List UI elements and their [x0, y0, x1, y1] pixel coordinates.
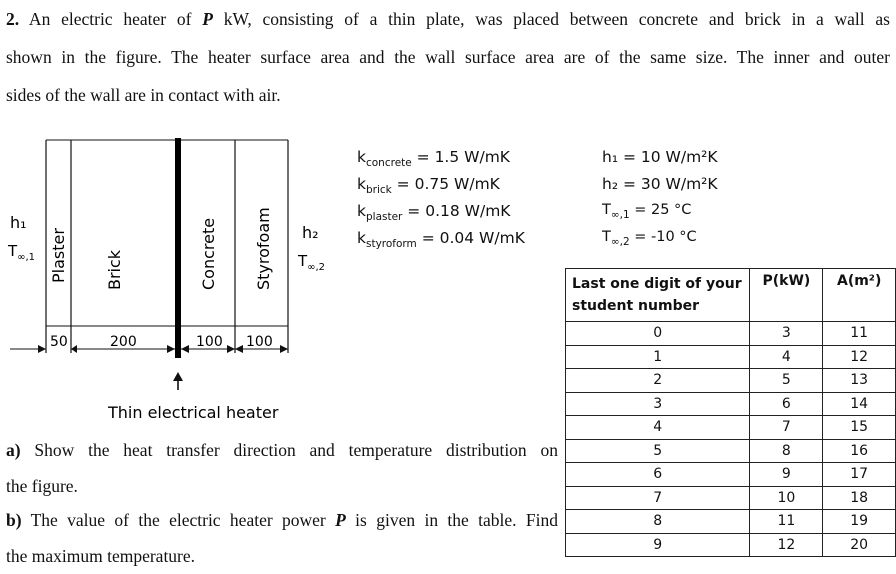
cell-power: 7	[750, 416, 823, 440]
cell-power: 10	[750, 486, 823, 510]
problem-number: 2.	[6, 9, 20, 29]
cell-area: 11	[823, 322, 896, 346]
cell-area: 15	[823, 416, 896, 440]
cell-area: 18	[823, 486, 896, 510]
right-h-label: h₂	[302, 223, 319, 242]
cell-power: 9	[750, 463, 823, 487]
question-b-line-2: the maximum temperature.	[6, 546, 196, 566]
heater-plate	[175, 138, 181, 358]
question-a-text-1: Show the heat transfer direction and temperature distribution on	[20, 440, 558, 460]
k-concrete: $k_{concrete} = 1.5$ W/mK	[357, 148, 510, 170]
k-brick: $k_{brick} = 0.75$ W/mK	[357, 175, 500, 197]
heater-pointer-arrowhead	[173, 372, 183, 381]
cell-area: 16	[823, 439, 896, 463]
table-row	[566, 345, 896, 369]
k-plaster: $k_{plaster} = 0.18$ W/mK	[357, 202, 511, 224]
dimension-arrow-brick-right	[167, 345, 175, 353]
k-styrofoam: $k_{styroform} = 0.04$ W/mK	[357, 229, 525, 251]
left-T-label: $T_{\infty,1}$	[8, 242, 36, 263]
dimension-plaster: 50	[50, 334, 68, 350]
cell-digit: 6	[566, 463, 750, 487]
table-row	[566, 416, 896, 440]
cell-digit: 5	[566, 439, 750, 463]
question-a	[6, 432, 558, 504]
question-b-line-1	[6, 502, 558, 538]
layer-label-brick: Brick	[105, 249, 124, 290]
statement-text-1a: An electric heater of	[19, 9, 203, 29]
cell-area: 14	[823, 392, 896, 416]
cell-area: 19	[823, 510, 896, 534]
cell-digit: 4	[566, 416, 750, 440]
question-b	[6, 502, 558, 574]
table-row	[566, 369, 896, 393]
statement-line-3: sides of the wall are in contact with air.	[6, 85, 281, 105]
cell-digit: 9	[566, 533, 750, 557]
header-area: A(m²)	[823, 269, 896, 322]
T2-value: $T_{\infty,2} = -10$ °C	[602, 229, 697, 248]
cell-power: 3	[750, 322, 823, 346]
question-b-text-1b: is given in the table. Find	[345, 510, 558, 530]
question-a-line-1	[6, 432, 558, 468]
table-row	[566, 486, 896, 510]
table-row	[566, 392, 896, 416]
cell-power: 6	[750, 392, 823, 416]
table-row	[566, 463, 896, 487]
dimension-arrow-concrete-right	[227, 345, 235, 353]
statement-line-2: shown in the figure. The heater surface area and the wall surface area are of the same size. The inner and outer	[6, 47, 890, 67]
header-power: P(kW)	[750, 269, 823, 322]
power-variable: P	[202, 9, 213, 29]
cell-power: 5	[750, 369, 823, 393]
cell-digit: 0	[566, 322, 750, 346]
dimension-concrete: 100	[196, 334, 223, 350]
header-student-digit: Last one digit of your student number	[566, 269, 750, 322]
cell-area: 12	[823, 345, 896, 369]
cell-power: 11	[750, 510, 823, 534]
problem-statement	[6, 0, 890, 114]
statement-text-1b: kW, consisting of a thin plate, was placed between concrete and brick in a wall as	[212, 9, 890, 29]
table-row	[566, 510, 896, 534]
dimension-arrow-styrofoam-right	[280, 345, 288, 353]
power-area-table	[565, 268, 896, 557]
statement-line-1	[6, 0, 890, 38]
T1-value: $T_{\infty,1} = 25$ °C	[602, 202, 692, 221]
table-row	[566, 322, 896, 346]
cell-digit: 8	[566, 510, 750, 534]
wall-figure	[0, 128, 560, 428]
left-h-label: h₁	[10, 213, 27, 232]
cell-area: 20	[823, 533, 896, 557]
cell-power: 4	[750, 345, 823, 369]
cell-digit: 1	[566, 345, 750, 369]
question-b-label: b)	[6, 510, 22, 530]
table-row	[566, 533, 896, 557]
question-b-text-1a: The value of the electric heater power	[21, 510, 336, 530]
cell-power: 12	[750, 533, 823, 557]
layer-label-plaster: Plaster	[49, 228, 68, 283]
dimension-arrow-plaster-left	[38, 345, 46, 353]
cell-area: 17	[823, 463, 896, 487]
heater-label: Thin electrical heater	[108, 403, 279, 422]
question-a-line-2: the figure.	[6, 476, 78, 496]
question-b-power-variable: P	[335, 510, 346, 530]
right-T-label: $T_{\infty,2}$	[298, 252, 326, 273]
table-row	[566, 439, 896, 463]
h2-value: h₂ = 30 W/m²K	[602, 175, 718, 193]
dimension-styrofoam: 100	[246, 334, 273, 350]
question-a-label: a)	[6, 440, 21, 460]
cell-digit: 3	[566, 392, 750, 416]
h1-value: h₁ = 10 W/m²K	[602, 148, 718, 166]
cell-power: 8	[750, 439, 823, 463]
table-header-row	[566, 269, 896, 322]
layer-label-styrofoam: Styrofoam	[254, 207, 273, 290]
cell-digit: 7	[566, 486, 750, 510]
cell-digit: 2	[566, 369, 750, 393]
cell-area: 13	[823, 369, 896, 393]
layer-label-concrete: Concrete	[199, 217, 218, 290]
dimension-brick: 200	[110, 334, 137, 350]
